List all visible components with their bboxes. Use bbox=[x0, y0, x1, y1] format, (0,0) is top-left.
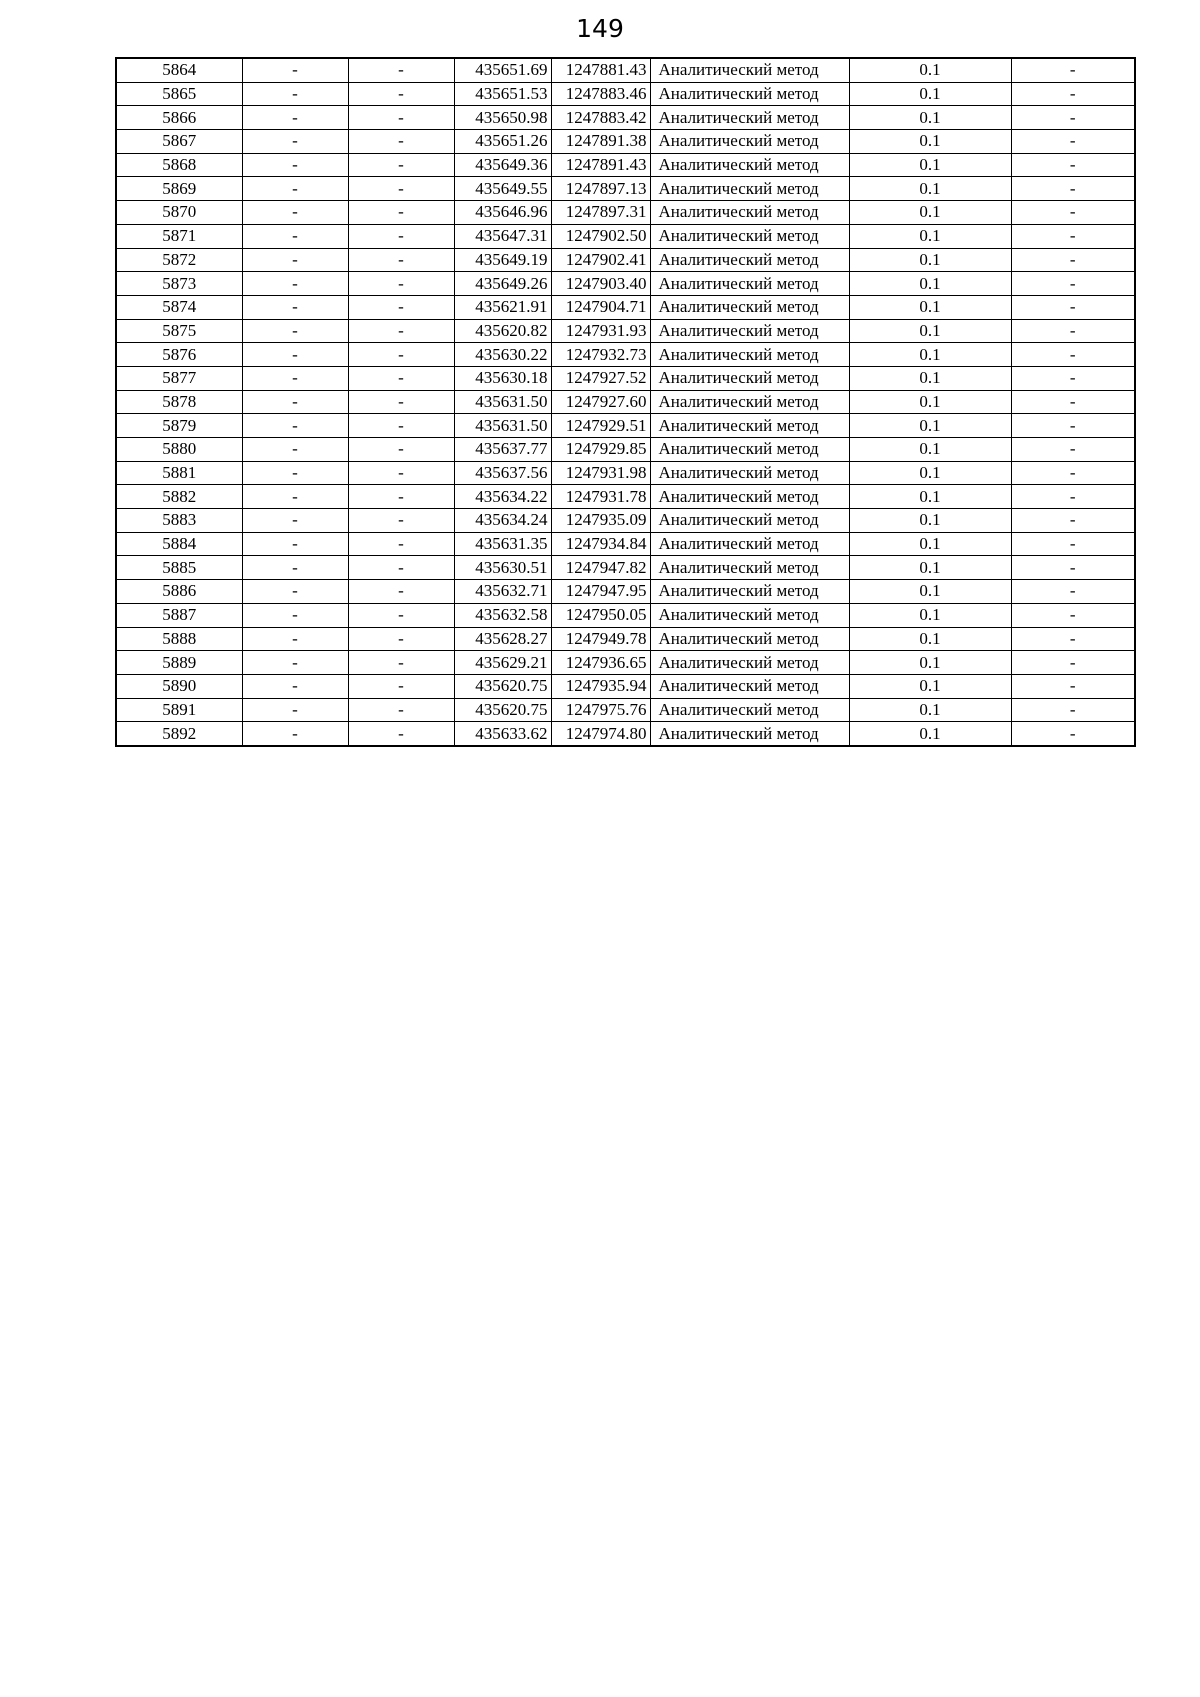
x-coordinate-cell: 435634.24 bbox=[454, 509, 551, 533]
method-cell: Аналитический метод bbox=[650, 627, 849, 651]
y-coordinate-cell: 1247904.71 bbox=[551, 295, 650, 319]
table-row bbox=[116, 509, 1135, 533]
method-cell: Аналитический метод bbox=[650, 651, 849, 675]
y-coordinate-cell: 1247974.80 bbox=[551, 722, 650, 746]
method-cell: Аналитический метод bbox=[650, 366, 849, 390]
empty-cell: - bbox=[348, 224, 454, 248]
empty-cell: - bbox=[348, 674, 454, 698]
point-number-cell: 5871 bbox=[116, 224, 242, 248]
empty-cell: - bbox=[1011, 130, 1135, 154]
empty-cell: - bbox=[1011, 603, 1135, 627]
point-number-cell: 5887 bbox=[116, 603, 242, 627]
precision-cell: 0.1 bbox=[849, 603, 1011, 627]
empty-cell: - bbox=[348, 414, 454, 438]
table-row bbox=[116, 627, 1135, 651]
method-cell: Аналитический метод bbox=[650, 343, 849, 367]
method-cell: Аналитический метод bbox=[650, 82, 849, 106]
empty-cell: - bbox=[348, 82, 454, 106]
empty-cell: - bbox=[242, 461, 348, 485]
empty-cell: - bbox=[242, 603, 348, 627]
empty-cell: - bbox=[242, 319, 348, 343]
y-coordinate-cell: 1247947.82 bbox=[551, 556, 650, 580]
point-number-cell: 5885 bbox=[116, 556, 242, 580]
x-coordinate-cell: 435621.91 bbox=[454, 295, 551, 319]
point-number-cell: 5874 bbox=[116, 295, 242, 319]
point-number-cell: 5875 bbox=[116, 319, 242, 343]
point-number-cell: 5882 bbox=[116, 485, 242, 509]
method-cell: Аналитический метод bbox=[650, 390, 849, 414]
precision-cell: 0.1 bbox=[849, 201, 1011, 225]
table-row bbox=[116, 722, 1135, 746]
table-row bbox=[116, 674, 1135, 698]
point-number-cell: 5889 bbox=[116, 651, 242, 675]
point-number-cell: 5886 bbox=[116, 580, 242, 604]
y-coordinate-cell: 1247927.52 bbox=[551, 366, 650, 390]
x-coordinate-cell: 435629.21 bbox=[454, 651, 551, 675]
y-coordinate-cell: 1247931.98 bbox=[551, 461, 650, 485]
table-row bbox=[116, 414, 1135, 438]
precision-cell: 0.1 bbox=[849, 319, 1011, 343]
point-number-cell: 5884 bbox=[116, 532, 242, 556]
table-row bbox=[116, 224, 1135, 248]
table-row bbox=[116, 272, 1135, 296]
empty-cell: - bbox=[1011, 319, 1135, 343]
empty-cell: - bbox=[1011, 627, 1135, 651]
x-coordinate-cell: 435651.53 bbox=[454, 82, 551, 106]
point-number-cell: 5880 bbox=[116, 438, 242, 462]
empty-cell: - bbox=[242, 106, 348, 130]
x-coordinate-cell: 435651.26 bbox=[454, 130, 551, 154]
precision-cell: 0.1 bbox=[849, 106, 1011, 130]
x-coordinate-cell: 435649.36 bbox=[454, 153, 551, 177]
x-coordinate-cell: 435650.98 bbox=[454, 106, 551, 130]
y-coordinate-cell: 1247931.93 bbox=[551, 319, 650, 343]
point-number-cell: 5881 bbox=[116, 461, 242, 485]
table-row bbox=[116, 532, 1135, 556]
empty-cell: - bbox=[242, 580, 348, 604]
point-number-cell: 5864 bbox=[116, 58, 242, 82]
empty-cell: - bbox=[348, 106, 454, 130]
table-row bbox=[116, 438, 1135, 462]
precision-cell: 0.1 bbox=[849, 224, 1011, 248]
precision-cell: 0.1 bbox=[849, 153, 1011, 177]
x-coordinate-cell: 435634.22 bbox=[454, 485, 551, 509]
x-coordinate-cell: 435628.27 bbox=[454, 627, 551, 651]
point-number-cell: 5865 bbox=[116, 82, 242, 106]
point-number-cell: 5866 bbox=[116, 106, 242, 130]
y-coordinate-cell: 1247936.65 bbox=[551, 651, 650, 675]
precision-cell: 0.1 bbox=[849, 58, 1011, 82]
point-number-cell: 5868 bbox=[116, 153, 242, 177]
precision-cell: 0.1 bbox=[849, 390, 1011, 414]
x-coordinate-cell: 435620.82 bbox=[454, 319, 551, 343]
x-coordinate-cell: 435632.71 bbox=[454, 580, 551, 604]
precision-cell: 0.1 bbox=[849, 343, 1011, 367]
table-row bbox=[116, 580, 1135, 604]
table-row bbox=[116, 556, 1135, 580]
table-row bbox=[116, 319, 1135, 343]
point-number-cell: 5878 bbox=[116, 390, 242, 414]
precision-cell: 0.1 bbox=[849, 485, 1011, 509]
table-row bbox=[116, 153, 1135, 177]
empty-cell: - bbox=[348, 319, 454, 343]
method-cell: Аналитический метод bbox=[650, 153, 849, 177]
x-coordinate-cell: 435646.96 bbox=[454, 201, 551, 225]
method-cell: Аналитический метод bbox=[650, 177, 849, 201]
empty-cell: - bbox=[1011, 414, 1135, 438]
empty-cell: - bbox=[1011, 438, 1135, 462]
empty-cell: - bbox=[348, 153, 454, 177]
empty-cell: - bbox=[1011, 343, 1135, 367]
empty-cell: - bbox=[1011, 698, 1135, 722]
empty-cell: - bbox=[348, 485, 454, 509]
empty-cell: - bbox=[242, 698, 348, 722]
table-row bbox=[116, 295, 1135, 319]
table-row bbox=[116, 130, 1135, 154]
precision-cell: 0.1 bbox=[849, 627, 1011, 651]
x-coordinate-cell: 435632.58 bbox=[454, 603, 551, 627]
y-coordinate-cell: 1247883.42 bbox=[551, 106, 650, 130]
empty-cell: - bbox=[1011, 58, 1135, 82]
empty-cell: - bbox=[1011, 532, 1135, 556]
precision-cell: 0.1 bbox=[849, 82, 1011, 106]
precision-cell: 0.1 bbox=[849, 532, 1011, 556]
point-number-cell: 5872 bbox=[116, 248, 242, 272]
table-row bbox=[116, 82, 1135, 106]
empty-cell: - bbox=[1011, 651, 1135, 675]
method-cell: Аналитический метод bbox=[650, 556, 849, 580]
y-coordinate-cell: 1247902.50 bbox=[551, 224, 650, 248]
empty-cell: - bbox=[242, 414, 348, 438]
table-row bbox=[116, 343, 1135, 367]
empty-cell: - bbox=[242, 485, 348, 509]
y-coordinate-cell: 1247902.41 bbox=[551, 248, 650, 272]
method-cell: Аналитический метод bbox=[650, 130, 849, 154]
empty-cell: - bbox=[348, 390, 454, 414]
method-cell: Аналитический метод bbox=[650, 295, 849, 319]
point-number-cell: 5877 bbox=[116, 366, 242, 390]
x-coordinate-cell: 435651.69 bbox=[454, 58, 551, 82]
precision-cell: 0.1 bbox=[849, 366, 1011, 390]
precision-cell: 0.1 bbox=[849, 509, 1011, 533]
empty-cell: - bbox=[348, 343, 454, 367]
x-coordinate-cell: 435649.26 bbox=[454, 272, 551, 296]
precision-cell: 0.1 bbox=[849, 414, 1011, 438]
x-coordinate-cell: 435630.51 bbox=[454, 556, 551, 580]
empty-cell: - bbox=[348, 580, 454, 604]
point-number-cell: 5892 bbox=[116, 722, 242, 746]
y-coordinate-cell: 1247897.13 bbox=[551, 177, 650, 201]
method-cell: Аналитический метод bbox=[650, 532, 849, 556]
y-coordinate-cell: 1247927.60 bbox=[551, 390, 650, 414]
x-coordinate-cell: 435631.50 bbox=[454, 414, 551, 438]
precision-cell: 0.1 bbox=[849, 438, 1011, 462]
empty-cell: - bbox=[242, 130, 348, 154]
point-number-cell: 5890 bbox=[116, 674, 242, 698]
empty-cell: - bbox=[242, 438, 348, 462]
point-number-cell: 5876 bbox=[116, 343, 242, 367]
empty-cell: - bbox=[348, 130, 454, 154]
empty-cell: - bbox=[348, 438, 454, 462]
method-cell: Аналитический метод bbox=[650, 319, 849, 343]
empty-cell: - bbox=[348, 698, 454, 722]
table-row bbox=[116, 177, 1135, 201]
empty-cell: - bbox=[1011, 82, 1135, 106]
method-cell: Аналитический метод bbox=[650, 580, 849, 604]
empty-cell: - bbox=[242, 153, 348, 177]
empty-cell: - bbox=[348, 556, 454, 580]
method-cell: Аналитический метод bbox=[650, 201, 849, 225]
empty-cell: - bbox=[1011, 272, 1135, 296]
empty-cell: - bbox=[242, 82, 348, 106]
method-cell: Аналитический метод bbox=[650, 58, 849, 82]
empty-cell: - bbox=[348, 248, 454, 272]
precision-cell: 0.1 bbox=[849, 722, 1011, 746]
point-number-cell: 5870 bbox=[116, 201, 242, 225]
y-coordinate-cell: 1247891.38 bbox=[551, 130, 650, 154]
empty-cell: - bbox=[348, 603, 454, 627]
table-row bbox=[116, 390, 1135, 414]
empty-cell: - bbox=[1011, 556, 1135, 580]
empty-cell: - bbox=[242, 532, 348, 556]
y-coordinate-cell: 1247949.78 bbox=[551, 627, 650, 651]
x-coordinate-cell: 435649.55 bbox=[454, 177, 551, 201]
table-row bbox=[116, 58, 1135, 82]
precision-cell: 0.1 bbox=[849, 295, 1011, 319]
precision-cell: 0.1 bbox=[849, 580, 1011, 604]
empty-cell: - bbox=[348, 651, 454, 675]
table-row bbox=[116, 106, 1135, 130]
empty-cell: - bbox=[348, 627, 454, 651]
empty-cell: - bbox=[1011, 390, 1135, 414]
method-cell: Аналитический метод bbox=[650, 414, 849, 438]
y-coordinate-cell: 1247883.46 bbox=[551, 82, 650, 106]
method-cell: Аналитический метод bbox=[650, 461, 849, 485]
empty-cell: - bbox=[242, 627, 348, 651]
y-coordinate-cell: 1247903.40 bbox=[551, 272, 650, 296]
table-body bbox=[116, 58, 1135, 746]
x-coordinate-cell: 435633.62 bbox=[454, 722, 551, 746]
x-coordinate-cell: 435637.77 bbox=[454, 438, 551, 462]
point-number-cell: 5869 bbox=[116, 177, 242, 201]
empty-cell: - bbox=[242, 343, 348, 367]
y-coordinate-cell: 1247929.51 bbox=[551, 414, 650, 438]
empty-cell: - bbox=[242, 224, 348, 248]
empty-cell: - bbox=[1011, 580, 1135, 604]
x-coordinate-cell: 435630.22 bbox=[454, 343, 551, 367]
point-number-cell: 5873 bbox=[116, 272, 242, 296]
y-coordinate-cell: 1247975.76 bbox=[551, 698, 650, 722]
empty-cell: - bbox=[1011, 224, 1135, 248]
table-row bbox=[116, 201, 1135, 225]
point-number-cell: 5867 bbox=[116, 130, 242, 154]
empty-cell: - bbox=[1011, 509, 1135, 533]
y-coordinate-cell: 1247935.94 bbox=[551, 674, 650, 698]
empty-cell: - bbox=[348, 177, 454, 201]
point-number-cell: 5879 bbox=[116, 414, 242, 438]
empty-cell: - bbox=[1011, 485, 1135, 509]
x-coordinate-cell: 435637.56 bbox=[454, 461, 551, 485]
empty-cell: - bbox=[348, 366, 454, 390]
coordinates-table bbox=[115, 57, 1136, 747]
precision-cell: 0.1 bbox=[849, 177, 1011, 201]
point-number-cell: 5891 bbox=[116, 698, 242, 722]
precision-cell: 0.1 bbox=[849, 674, 1011, 698]
empty-cell: - bbox=[242, 248, 348, 272]
y-coordinate-cell: 1247897.31 bbox=[551, 201, 650, 225]
precision-cell: 0.1 bbox=[849, 461, 1011, 485]
table-row bbox=[116, 366, 1135, 390]
x-coordinate-cell: 435649.19 bbox=[454, 248, 551, 272]
empty-cell: - bbox=[348, 295, 454, 319]
empty-cell: - bbox=[1011, 295, 1135, 319]
empty-cell: - bbox=[242, 272, 348, 296]
empty-cell: - bbox=[348, 509, 454, 533]
y-coordinate-cell: 1247934.84 bbox=[551, 532, 650, 556]
method-cell: Аналитический метод bbox=[650, 674, 849, 698]
page-number: 149 bbox=[576, 14, 624, 43]
empty-cell: - bbox=[1011, 201, 1135, 225]
empty-cell: - bbox=[242, 651, 348, 675]
empty-cell: - bbox=[1011, 461, 1135, 485]
precision-cell: 0.1 bbox=[849, 272, 1011, 296]
empty-cell: - bbox=[348, 272, 454, 296]
empty-cell: - bbox=[242, 201, 348, 225]
empty-cell: - bbox=[1011, 722, 1135, 746]
method-cell: Аналитический метод bbox=[650, 248, 849, 272]
x-coordinate-cell: 435620.75 bbox=[454, 698, 551, 722]
table-row bbox=[116, 698, 1135, 722]
empty-cell: - bbox=[1011, 177, 1135, 201]
table-row bbox=[116, 603, 1135, 627]
x-coordinate-cell: 435620.75 bbox=[454, 674, 551, 698]
table-row bbox=[116, 485, 1135, 509]
point-number-cell: 5883 bbox=[116, 509, 242, 533]
precision-cell: 0.1 bbox=[849, 130, 1011, 154]
empty-cell: - bbox=[348, 201, 454, 225]
empty-cell: - bbox=[1011, 106, 1135, 130]
empty-cell: - bbox=[348, 461, 454, 485]
empty-cell: - bbox=[242, 177, 348, 201]
empty-cell: - bbox=[1011, 366, 1135, 390]
x-coordinate-cell: 435647.31 bbox=[454, 224, 551, 248]
empty-cell: - bbox=[348, 722, 454, 746]
y-coordinate-cell: 1247881.43 bbox=[551, 58, 650, 82]
y-coordinate-cell: 1247935.09 bbox=[551, 509, 650, 533]
method-cell: Аналитический метод bbox=[650, 603, 849, 627]
empty-cell: - bbox=[242, 295, 348, 319]
method-cell: Аналитический метод bbox=[650, 272, 849, 296]
x-coordinate-cell: 435631.50 bbox=[454, 390, 551, 414]
method-cell: Аналитический метод bbox=[650, 106, 849, 130]
method-cell: Аналитический метод bbox=[650, 698, 849, 722]
point-number-cell: 5888 bbox=[116, 627, 242, 651]
x-coordinate-cell: 435630.18 bbox=[454, 366, 551, 390]
empty-cell: - bbox=[242, 722, 348, 746]
empty-cell: - bbox=[348, 58, 454, 82]
method-cell: Аналитический метод bbox=[650, 722, 849, 746]
y-coordinate-cell: 1247929.85 bbox=[551, 438, 650, 462]
table-row bbox=[116, 248, 1135, 272]
method-cell: Аналитический метод bbox=[650, 485, 849, 509]
precision-cell: 0.1 bbox=[849, 698, 1011, 722]
y-coordinate-cell: 1247947.95 bbox=[551, 580, 650, 604]
empty-cell: - bbox=[242, 58, 348, 82]
empty-cell: - bbox=[242, 509, 348, 533]
empty-cell: - bbox=[348, 532, 454, 556]
empty-cell: - bbox=[1011, 248, 1135, 272]
empty-cell: - bbox=[1011, 153, 1135, 177]
method-cell: Аналитический метод bbox=[650, 438, 849, 462]
empty-cell: - bbox=[242, 674, 348, 698]
empty-cell: - bbox=[242, 556, 348, 580]
y-coordinate-cell: 1247891.43 bbox=[551, 153, 650, 177]
table-row bbox=[116, 461, 1135, 485]
y-coordinate-cell: 1247931.78 bbox=[551, 485, 650, 509]
y-coordinate-cell: 1247932.73 bbox=[551, 343, 650, 367]
empty-cell: - bbox=[242, 390, 348, 414]
y-coordinate-cell: 1247950.05 bbox=[551, 603, 650, 627]
x-coordinate-cell: 435631.35 bbox=[454, 532, 551, 556]
empty-cell: - bbox=[1011, 674, 1135, 698]
table-row bbox=[116, 651, 1135, 675]
method-cell: Аналитический метод bbox=[650, 224, 849, 248]
precision-cell: 0.1 bbox=[849, 248, 1011, 272]
precision-cell: 0.1 bbox=[849, 556, 1011, 580]
precision-cell: 0.1 bbox=[849, 651, 1011, 675]
method-cell: Аналитический метод bbox=[650, 509, 849, 533]
empty-cell: - bbox=[242, 366, 348, 390]
